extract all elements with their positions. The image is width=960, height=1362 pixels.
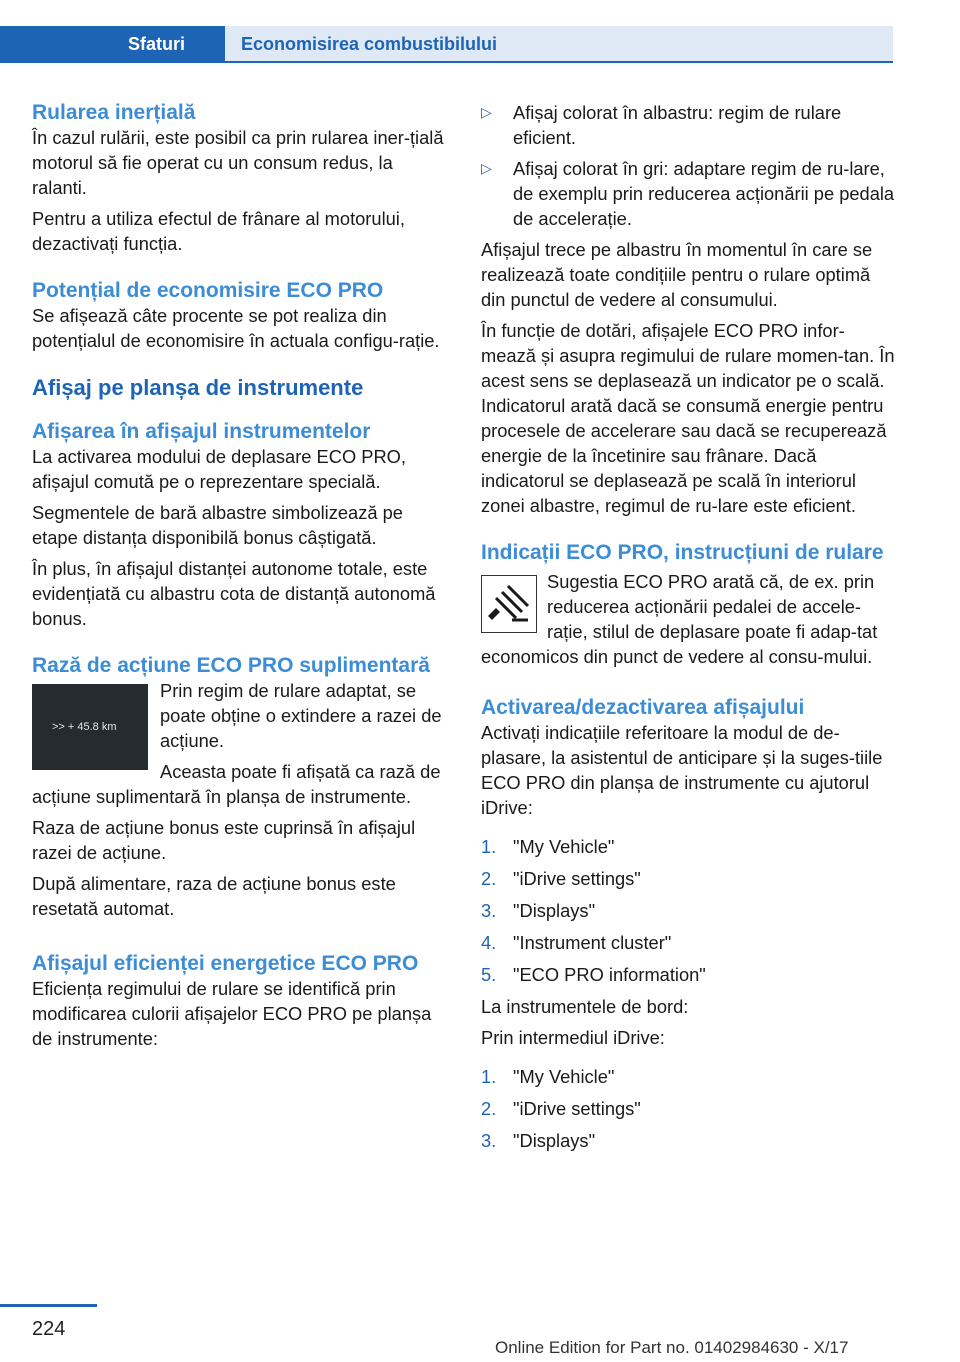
step-number: 3. xyxy=(481,1130,497,1151)
list-item xyxy=(481,1064,896,1089)
list-item xyxy=(481,962,896,987)
edition-note: Online Edition for Part no. 01402984630 - X/17 xyxy=(495,1338,849,1357)
paragraph: Activați indicațiile referitoare la modul de de-plasare, la asistentul de anticipare și la suges-tiile ECO PRO din planșa de instrumente cu ajutorul iDrive: xyxy=(481,722,883,818)
heading-efficiency: Afișajul eficienței energetice ECO PRO xyxy=(32,952,419,975)
heading-display: Afișaj pe planșa de instrumente xyxy=(32,375,364,400)
paragraph: Sugestia ECO PRO arată că, de ex. prin reducerea acționării pedalei de accele-rație, stilul de deplasare poate fi adap-tat economicos din punct de vedere al consu-mului. xyxy=(481,571,878,667)
bullet-text: Afișaj colorat în albastru: regim de rulare eficient. xyxy=(513,102,842,148)
paragraph: În cazul rulării, este posibil ca prin rularea iner-țială motorul să fie operat cu un consum redus, la ralanti. xyxy=(32,127,444,198)
paragraph: Afișajul trece pe albastru în momentul în care se realizează toate condițiile pentru o rulare optimă din punctul de vedere al consumului. xyxy=(481,239,873,310)
heading-cluster: Afișarea în afișajul instrumentelor xyxy=(32,420,371,443)
left-column xyxy=(32,100,444,1051)
heading-inertial: Rularea inerțială xyxy=(32,101,196,124)
heading-range: Rază de acțiune ECO PRO suplimentară xyxy=(32,654,430,677)
right-column xyxy=(481,100,896,1160)
list-item xyxy=(481,156,896,231)
range-block xyxy=(32,678,444,809)
step-text: "My Vehicle" xyxy=(513,836,615,857)
range-display-text: >> + 45.8 km xyxy=(52,721,117,733)
page-number: 224 xyxy=(32,1318,66,1340)
paragraph: În plus, în afișajul distanței autonome totale, este evidențiată cu albastru cota de distanță autonomă bonus. xyxy=(32,558,436,629)
paragraph: Segmentele de bară albastre simbolizează pe etape distanța disponibilă bonus câștigată. xyxy=(32,502,403,548)
header-chapter: Economisirea combustibilului xyxy=(241,34,498,54)
heading-toggle: Activarea/dezactivarea afișajului xyxy=(481,696,805,719)
bullet-text: Afișaj colorat în gri: adaptare regim de ru-lare, de exemplu prin reducerea acționării pe pedala de accelerație. xyxy=(513,158,895,229)
step-text: "My Vehicle" xyxy=(513,1066,615,1087)
step-number: 4. xyxy=(481,932,497,953)
step-number: 1. xyxy=(481,1066,497,1087)
list-item xyxy=(481,100,896,150)
paragraph: Aceasta poate fi afișată ca rază de acțiune suplimentară în planșa de instrumente. xyxy=(32,761,441,807)
paragraph: Se afișează câte procente se pot realiza din potențialul de economisire în actuala configu-rație. xyxy=(32,305,440,351)
step-number: 2. xyxy=(481,868,497,889)
page-header xyxy=(0,0,960,62)
steps-list-1 xyxy=(481,834,896,987)
list-item xyxy=(481,898,896,923)
heading-tips: Indicații ECO PRO, instrucțiuni de rulare xyxy=(481,541,884,564)
paragraph: Pentru a utiliza efectul de frânare al motorului, dezactivați funcția. xyxy=(32,208,405,254)
triangle-bullet-icon: ▷ xyxy=(481,104,492,120)
step-text: "iDrive settings" xyxy=(513,1098,641,1119)
paragraph: Prin intermediul iDrive: xyxy=(481,1027,665,1048)
step-text: "Displays" xyxy=(513,900,596,921)
step-number: 5. xyxy=(481,964,497,985)
step-text: "iDrive settings" xyxy=(513,868,641,889)
paragraph: Prin regim de rulare adaptat, se poate obține o extindere a razei de acțiune. xyxy=(160,680,442,751)
step-text: "ECO PRO information" xyxy=(513,964,706,985)
list-item xyxy=(481,930,896,955)
paragraph: La activarea modului de deplasare ECO PRO, afișajul comută pe o reprezentare specială. xyxy=(32,446,406,492)
list-item xyxy=(481,866,896,891)
tips-block xyxy=(481,569,896,669)
header-section-tab xyxy=(0,26,225,62)
list-item xyxy=(481,834,896,859)
header-rule xyxy=(0,61,893,63)
header-section: Sfaturi xyxy=(128,34,186,54)
triangle-bullet-icon: ▷ xyxy=(481,160,492,176)
step-number: 3. xyxy=(481,900,497,921)
list-item xyxy=(481,1096,896,1121)
steps-list-2 xyxy=(481,1064,896,1153)
step-text: "Displays" xyxy=(513,1130,596,1151)
heading-potential: Potențial de economisire ECO PRO xyxy=(32,279,384,302)
range-display-image xyxy=(32,684,148,770)
paragraph: La instrumentele de bord: xyxy=(481,996,689,1017)
step-number: 1. xyxy=(481,836,497,857)
paragraph: În funcție de dotări, afișajele ECO PRO infor-mează și asupra regimului de rulare momen-tan. În acest sens se deplasează un indicator pe o scală. Indicatorul arată dacă se consumă energie pentru procesele de accelerare sau dacă se recuperează energie de la încetinire sau frânare. Dacă indicatorul se deplasează pe scală în interiorul zonei albastre, regimul de ru-lare este eficient. xyxy=(481,320,895,516)
paragraph: Raza de acțiune bonus este cuprinsă în afișajul razei de acțiune. xyxy=(32,817,416,863)
paragraph: Eficiența regimului de rulare se identifică prin modificarea culorii afișajelor ECO PRO pe planșa de instrumente: xyxy=(32,978,432,1049)
list-item xyxy=(481,1128,896,1153)
eco-pro-hint-icon xyxy=(481,575,537,633)
step-number: 2. xyxy=(481,1098,497,1119)
paragraph: După alimentare, raza de acțiune bonus este resetată automat. xyxy=(32,873,396,919)
footer-rule xyxy=(0,1304,97,1307)
step-text: "Instrument cluster" xyxy=(513,932,672,953)
